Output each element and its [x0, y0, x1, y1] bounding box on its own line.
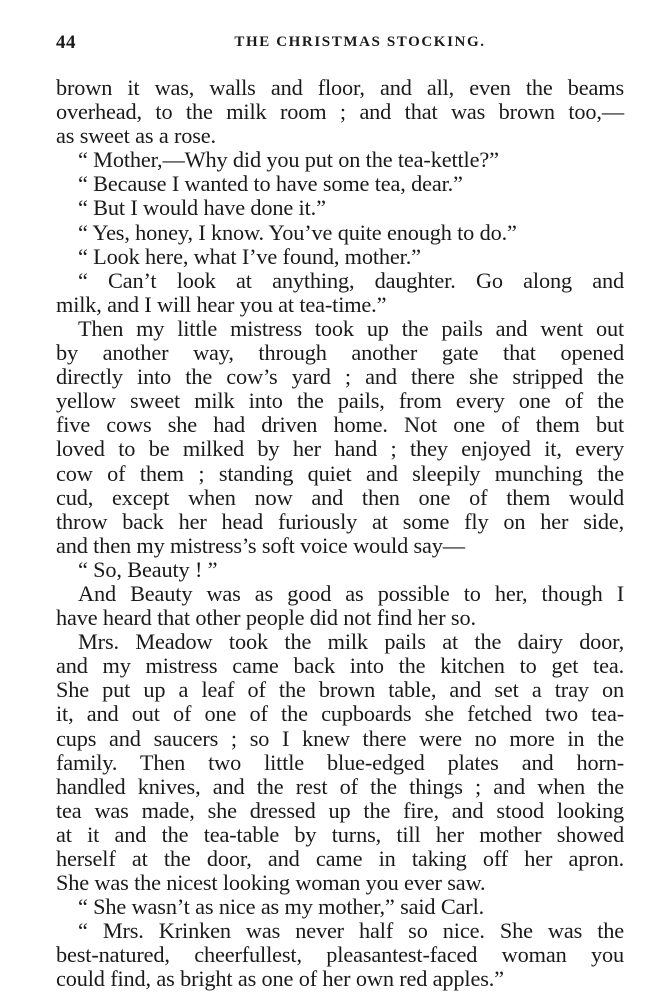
- text-line: loved to be milked by her hand ; they enjoyed it, every: [56, 436, 624, 462]
- text-line: “ Look here, what I’ve found, mother.”: [78, 243, 421, 269]
- text-line: “ Mrs. Krinken was never half so nice. She was the: [78, 918, 624, 944]
- text-line: “ So, Beauty ! ”: [78, 556, 218, 582]
- text-line: “ But I would have done it.”: [78, 195, 326, 221]
- text-line: “ She wasn’t as nice as my mother,” said Carl.: [78, 894, 485, 920]
- text-line: and my mistress came back into the kitchen to get tea.: [56, 653, 624, 679]
- text-line: Mrs. Meadow took the milk pails at the dairy door,: [78, 629, 624, 655]
- text-line: yellow sweet milk into the pails, from every one of the: [56, 388, 624, 414]
- text-line: and then my mistress’s soft voice would say—: [56, 532, 465, 558]
- text-line: five cows she had driven home. Not one of them but: [56, 412, 624, 438]
- text-line: tea was made, she dressed up the fire, and stood looking: [56, 797, 624, 823]
- page-number: 44: [56, 32, 76, 53]
- body-text: [56, 76, 624, 992]
- text-line: it, and out of one of the cupboards she fetched two tea-: [56, 701, 624, 727]
- text-line: “ Yes, honey, I know. You’ve quite enough to do.”: [78, 219, 517, 245]
- text-line: cups and saucers ; so I knew there were no more in the: [56, 725, 624, 751]
- running-title: THE CHRISTMAS STOCKING.: [234, 34, 486, 50]
- text-line: brown it was, walls and floor, and all, even the beams: [56, 75, 624, 100]
- text-line: throw back her head furiously at some fly on her side,: [56, 508, 624, 534]
- book-page: [56, 28, 624, 992]
- text-line: Then my little mistress took up the pails and went out: [78, 315, 624, 341]
- text-line: directly into the cow’s yard ; and there she stripped the: [56, 364, 624, 390]
- text-line: “ Mother,—Why did you put on the tea-kettle?”: [78, 147, 499, 173]
- text-line: milk, and I will hear you at tea-time.”: [56, 291, 387, 317]
- text-line: “ Can’t look at anything, daughter. Go along and: [78, 267, 624, 293]
- text-line: have heard that other people did not find her so.: [56, 605, 476, 631]
- text-line: by another way, through another gate that opened: [56, 340, 624, 366]
- text-line: overhead, to the milk room ; and that was brown too,—: [56, 99, 624, 125]
- text-line: And Beauty was as good as possible to her, though I: [78, 580, 624, 606]
- text-line: as sweet as a rose.: [56, 123, 216, 149]
- text-line: family. Then two little blue-edged plates and horn-: [56, 749, 624, 775]
- text-line: at it and the tea-table by turns, till her mother showed: [56, 821, 624, 847]
- text-line: She put up a leaf of the brown table, and set a tray on: [56, 677, 624, 703]
- text-line: could find, as bright as one of her own red apples.”: [56, 966, 504, 992]
- text-line: handled knives, and the rest of the things ; and when the: [56, 773, 624, 799]
- text-line: She was the nicest looking woman you ever saw.: [56, 870, 486, 896]
- text-line: cud, except when now and then one of them would: [56, 484, 624, 510]
- text-line: cow of them ; standing quiet and sleepily munching the: [56, 460, 624, 486]
- text-line: best-natured, cheerfullest, pleasantest-faced woman you: [56, 942, 624, 968]
- text-line: “ Because I wanted to have some tea, dear.”: [78, 171, 463, 197]
- page-header: [56, 28, 624, 62]
- text-line: herself at the door, and came in taking off her apron.: [56, 846, 624, 871]
